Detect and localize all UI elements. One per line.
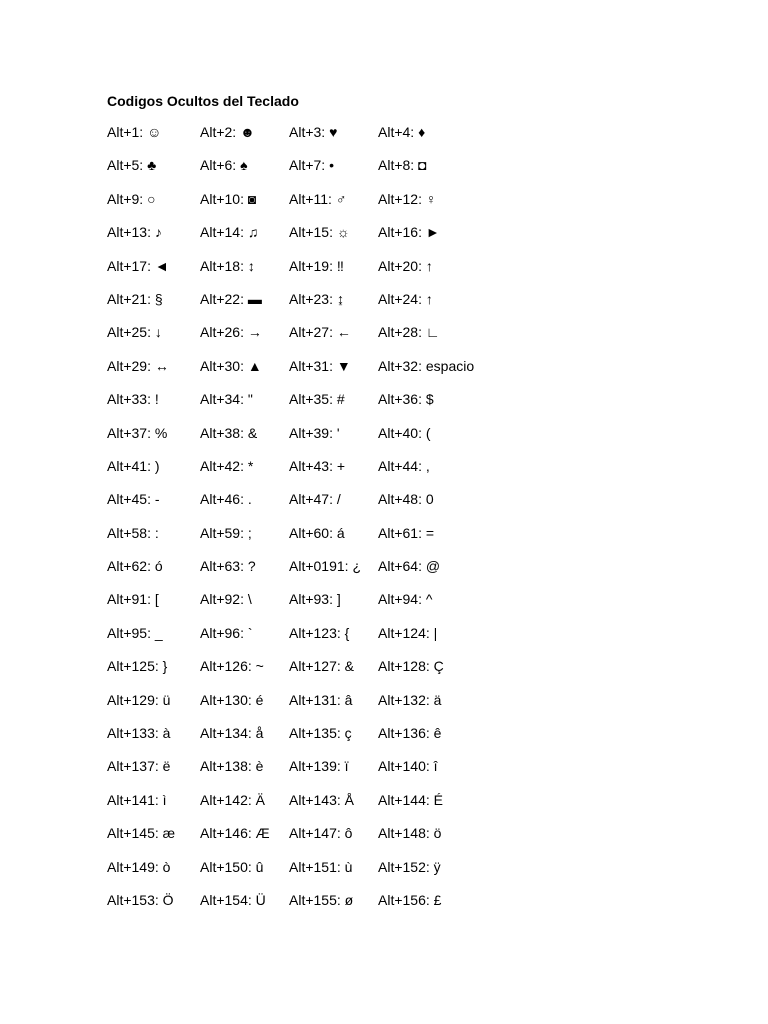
alt-code-entry: Alt+126: ~ <box>200 658 264 675</box>
alt-code-entry: Alt+7: • <box>289 157 334 174</box>
alt-code-entry: Alt+10: ◙ <box>200 190 257 207</box>
alt-code-entry: Alt+155: ø <box>289 891 354 908</box>
alt-code-entry: Alt+1: ☺ <box>107 124 162 140</box>
alt-code-entry: Alt+13: ♪ <box>107 224 162 241</box>
alt-code-entry: Alt+25: ↓ <box>107 324 162 341</box>
alt-code-entry: Alt+95: _ <box>107 624 163 641</box>
alt-code-entry: Alt+15: ☼ <box>289 224 350 241</box>
alt-code-entry: Alt+3: ♥ <box>289 124 338 140</box>
alt-code-entry: Alt+149: ò <box>107 858 171 875</box>
alt-code-entry: Alt+35: # <box>289 391 345 408</box>
alt-code-entry: Alt+124: | <box>378 624 438 641</box>
alt-code-entry: Alt+141: ì <box>107 791 167 808</box>
alt-code-entry: Alt+58: : <box>107 524 159 541</box>
alt-code-entry: Alt+41: ) <box>107 457 160 474</box>
alt-code-entry: Alt+96: ` <box>200 624 253 641</box>
alt-code-entry: Alt+152: ÿ <box>378 858 441 875</box>
alt-code-entry: Alt+123: { <box>289 624 350 641</box>
alt-code-entry: Alt+27: ← <box>289 324 351 341</box>
alt-code-entry: Alt+30: ▲ <box>200 357 262 374</box>
alt-code-entry: Alt+29: ↔ <box>107 357 169 374</box>
alt-code-entry: Alt+156: £ <box>378 891 442 908</box>
alt-code-entry: Alt+46: . <box>200 491 252 508</box>
alt-code-entry: Alt+6: ♠ <box>200 157 248 174</box>
alt-code-entry: Alt+16: ► <box>378 224 440 241</box>
alt-code-entry: Alt+45: - <box>107 491 160 508</box>
alt-code-entry: Alt+153: Ö <box>107 891 174 908</box>
alt-code-entry: Alt+24: ↑ <box>378 290 433 307</box>
alt-code-entry: Alt+22: ▬ <box>200 290 262 307</box>
alt-code-entry: Alt+34: " <box>200 391 253 408</box>
alt-code-entry: Alt+60: á <box>289 524 345 541</box>
alt-code-entry: Alt+9: ○ <box>107 190 156 207</box>
alt-code-entry: Alt+136: ê <box>378 725 442 742</box>
alt-code-entry: Alt+129: ü <box>107 691 171 708</box>
alt-code-entry: Alt+23: ↨ <box>289 290 344 307</box>
alt-code-entry: Alt+139: ï <box>289 758 349 775</box>
alt-code-entry: Alt+37: % <box>107 424 168 441</box>
alt-code-entry: Alt+150: û <box>200 858 264 875</box>
alt-code-entry: Alt+44: , <box>378 457 430 474</box>
alt-code-entry: Alt+11: ♂ <box>289 190 347 207</box>
alt-code-entry: Alt+59: ; <box>200 524 252 541</box>
alt-code-entry: Alt+127: & <box>289 658 354 675</box>
alt-code-entry: Alt+154: Ü <box>200 891 266 908</box>
alt-code-entry: Alt+140: î <box>378 758 438 775</box>
alt-code-entry: Alt+137: ë <box>107 758 171 775</box>
alt-code-entry: Alt+33: ! <box>107 391 159 408</box>
alt-code-entry: Alt+8: ◘ <box>378 157 427 174</box>
alt-code-entry: Alt+39: ' <box>289 424 340 441</box>
alt-code-entry: Alt+47: / <box>289 491 341 508</box>
document-title: Codigos Ocultos del Teclado <box>107 93 299 109</box>
alt-code-entry: Alt+28: ∟ <box>378 324 440 341</box>
alt-code-entry: Alt+130: é <box>200 691 264 708</box>
alt-code-entry: Alt+146: Æ <box>200 825 270 842</box>
alt-code-entry: Alt+4: ♦ <box>378 124 426 140</box>
alt-code-entry: Alt+145: æ <box>107 825 176 842</box>
alt-code-entry: Alt+17: ◄ <box>107 257 169 274</box>
alt-code-entry: Alt+36: $ <box>378 391 434 408</box>
alt-code-entry: Alt+134: å <box>200 725 264 742</box>
document-page <box>107 90 667 923</box>
alt-code-entry: Alt+142: Ä <box>200 791 265 808</box>
alt-code-entry: Alt+125: } <box>107 658 168 675</box>
alt-code-entry: Alt+128: Ç <box>378 658 444 675</box>
alt-code-entry: Alt+143: Å <box>289 791 354 808</box>
alt-code-entry: Alt+138: è <box>200 758 264 775</box>
alt-code-entry: Alt+2: ☻ <box>200 124 255 140</box>
alt-code-grid <box>107 122 667 923</box>
alt-code-entry: Alt+135: ç <box>289 725 352 742</box>
alt-code-entry: Alt+147: ô <box>289 825 353 842</box>
alt-code-entry: Alt+151: ù <box>289 858 353 875</box>
alt-code-entry: Alt+20: ↑ <box>378 257 433 274</box>
alt-code-entry: Alt+31: ▼ <box>289 357 351 374</box>
alt-code-entry: Alt+91: [ <box>107 591 159 608</box>
alt-code-entry: Alt+133: à <box>107 725 171 742</box>
alt-code-entry: Alt+19: ‼ <box>289 257 344 274</box>
alt-code-entry: Alt+63: ? <box>200 558 256 575</box>
alt-code-entry: Alt+93: ] <box>289 591 341 608</box>
alt-code-entry: Alt+131: â <box>289 691 353 708</box>
alt-code-entry: Alt+42: * <box>200 457 254 474</box>
alt-code-entry: Alt+14: ♫ <box>200 224 259 241</box>
alt-code-entry: Alt+144: É <box>378 791 443 808</box>
alt-code-entry: Alt+62: ó <box>107 558 163 575</box>
alt-code-entry: Alt+0191: ¿ <box>289 558 361 575</box>
alt-code-entry: Alt+38: & <box>200 424 258 441</box>
alt-code-entry: Alt+132: ä <box>378 691 442 708</box>
alt-code-entry: Alt+18: ↕ <box>200 257 255 274</box>
alt-code-entry: Alt+5: ♣ <box>107 157 157 174</box>
alt-code-entry: Alt+43: + <box>289 457 346 474</box>
alt-code-entry: Alt+92: \ <box>200 591 252 608</box>
alt-code-entry: Alt+61: = <box>378 524 435 541</box>
alt-code-entry: Alt+40: ( <box>378 424 431 441</box>
alt-code-entry: Alt+64: @ <box>378 558 441 575</box>
alt-code-entry: Alt+148: ö <box>378 825 442 842</box>
alt-code-entry: Alt+21: § <box>107 290 163 307</box>
alt-code-entry: Alt+26: → <box>200 324 262 341</box>
alt-code-entry: Alt+48: 0 <box>378 491 434 508</box>
alt-code-entry: Alt+94: ^ <box>378 591 433 608</box>
alt-code-entry: Alt+32: espacio <box>378 357 475 374</box>
alt-code-entry: Alt+12: ♀ <box>378 190 437 207</box>
